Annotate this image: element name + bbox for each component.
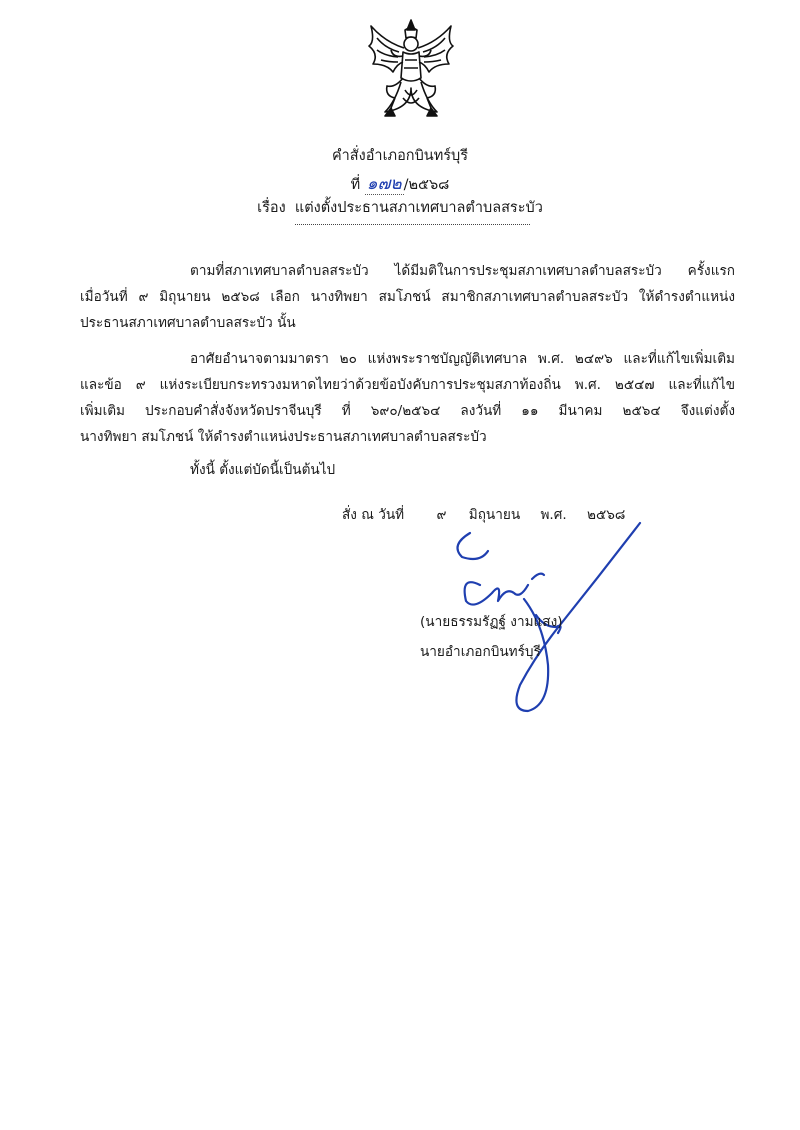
garuda-emblem-icon (365, 16, 457, 122)
document-number (0, 170, 800, 197)
document-title: คำสั่งอำเภอกบินทร์บุรี (331, 148, 469, 164)
paragraph-1 (80, 258, 735, 336)
paragraph-1-line: ตามที่สภาเทศบาลตำบลสระบัว ได้มีมติในการประชุมสภาเทศบาลตำบลสระบัว ครั้งแรก (190, 263, 735, 279)
subject-text: แต่งตั้งประธานสภาเทศบาลตำบลสระบัว (294, 200, 543, 216)
paragraph-2-line: อาศัยอำนาจตามมาตรา ๒๐ แห่งพระราชบัญญัติเทศบาล พ.ศ. ๒๔๙๖ และที่แก้ไขเพิ่มเติม (190, 351, 735, 367)
number-suffix: /๒๕๖๘ (403, 177, 450, 193)
paragraph-1-line: เมื่อวันที่ ๙ มิถุนายน ๒๕๖๘ เลือก นางทิพยา สมโภชน์ สมาชิกสภาเทศบาลตำบลสระบัว ให้ดำรงตำแหน่ง (80, 289, 735, 305)
document-subject (0, 196, 800, 219)
order-date-label: สั่ง ณ วันที่ (342, 507, 405, 523)
order-date-era: พ.ศ. (540, 507, 567, 523)
paragraph-2 (80, 346, 735, 450)
paragraph-2-line: และข้อ ๙ แห่งระเบียบกระทรวงมหาดไทยว่าด้วยข้อบังคับการประชุมสภาท้องถิ่น พ.ศ. ๒๕๔๗ และที่แก้ไข (80, 377, 735, 393)
signer-position: นายอำเภอกบินทร์บุรี (420, 644, 541, 660)
paragraph-2-line: นางทิพยา สมโภชน์ ให้ดำรงตำแหน่งประธานสภาเทศบาลตำบลสระบัว (80, 429, 487, 445)
order-date-year: ๒๕๖๘ (587, 507, 626, 523)
paragraph-3: ทั้งนี้ ตั้งแต่บัดนี้เป็นต้นไป (190, 462, 336, 478)
number-prefix: ที่ (350, 177, 361, 193)
order-date-day: ๙ (436, 507, 447, 523)
paragraph-1-line: ประธานสภาเทศบาลตำบลสระบัว นั้น (80, 315, 296, 331)
handwritten-number: ๑๗๒ (366, 174, 402, 194)
dotted-divider (295, 224, 530, 225)
signer-name: (นายธรรมรัฏฐ์ งามแสง) (420, 614, 563, 630)
order-date-month: มิถุนายน (468, 507, 521, 523)
paragraph-2-line: เพิ่มเติม ประกอบคำสั่งจังหวัดปราจีนบุรี ที่ ๖๙๐/๒๕๖๔ ลงวันที่ ๑๑ มีนาคม ๒๕๖๔ จึงแต่งตั้ง (80, 403, 735, 419)
subject-label: เรื่อง (257, 200, 286, 216)
